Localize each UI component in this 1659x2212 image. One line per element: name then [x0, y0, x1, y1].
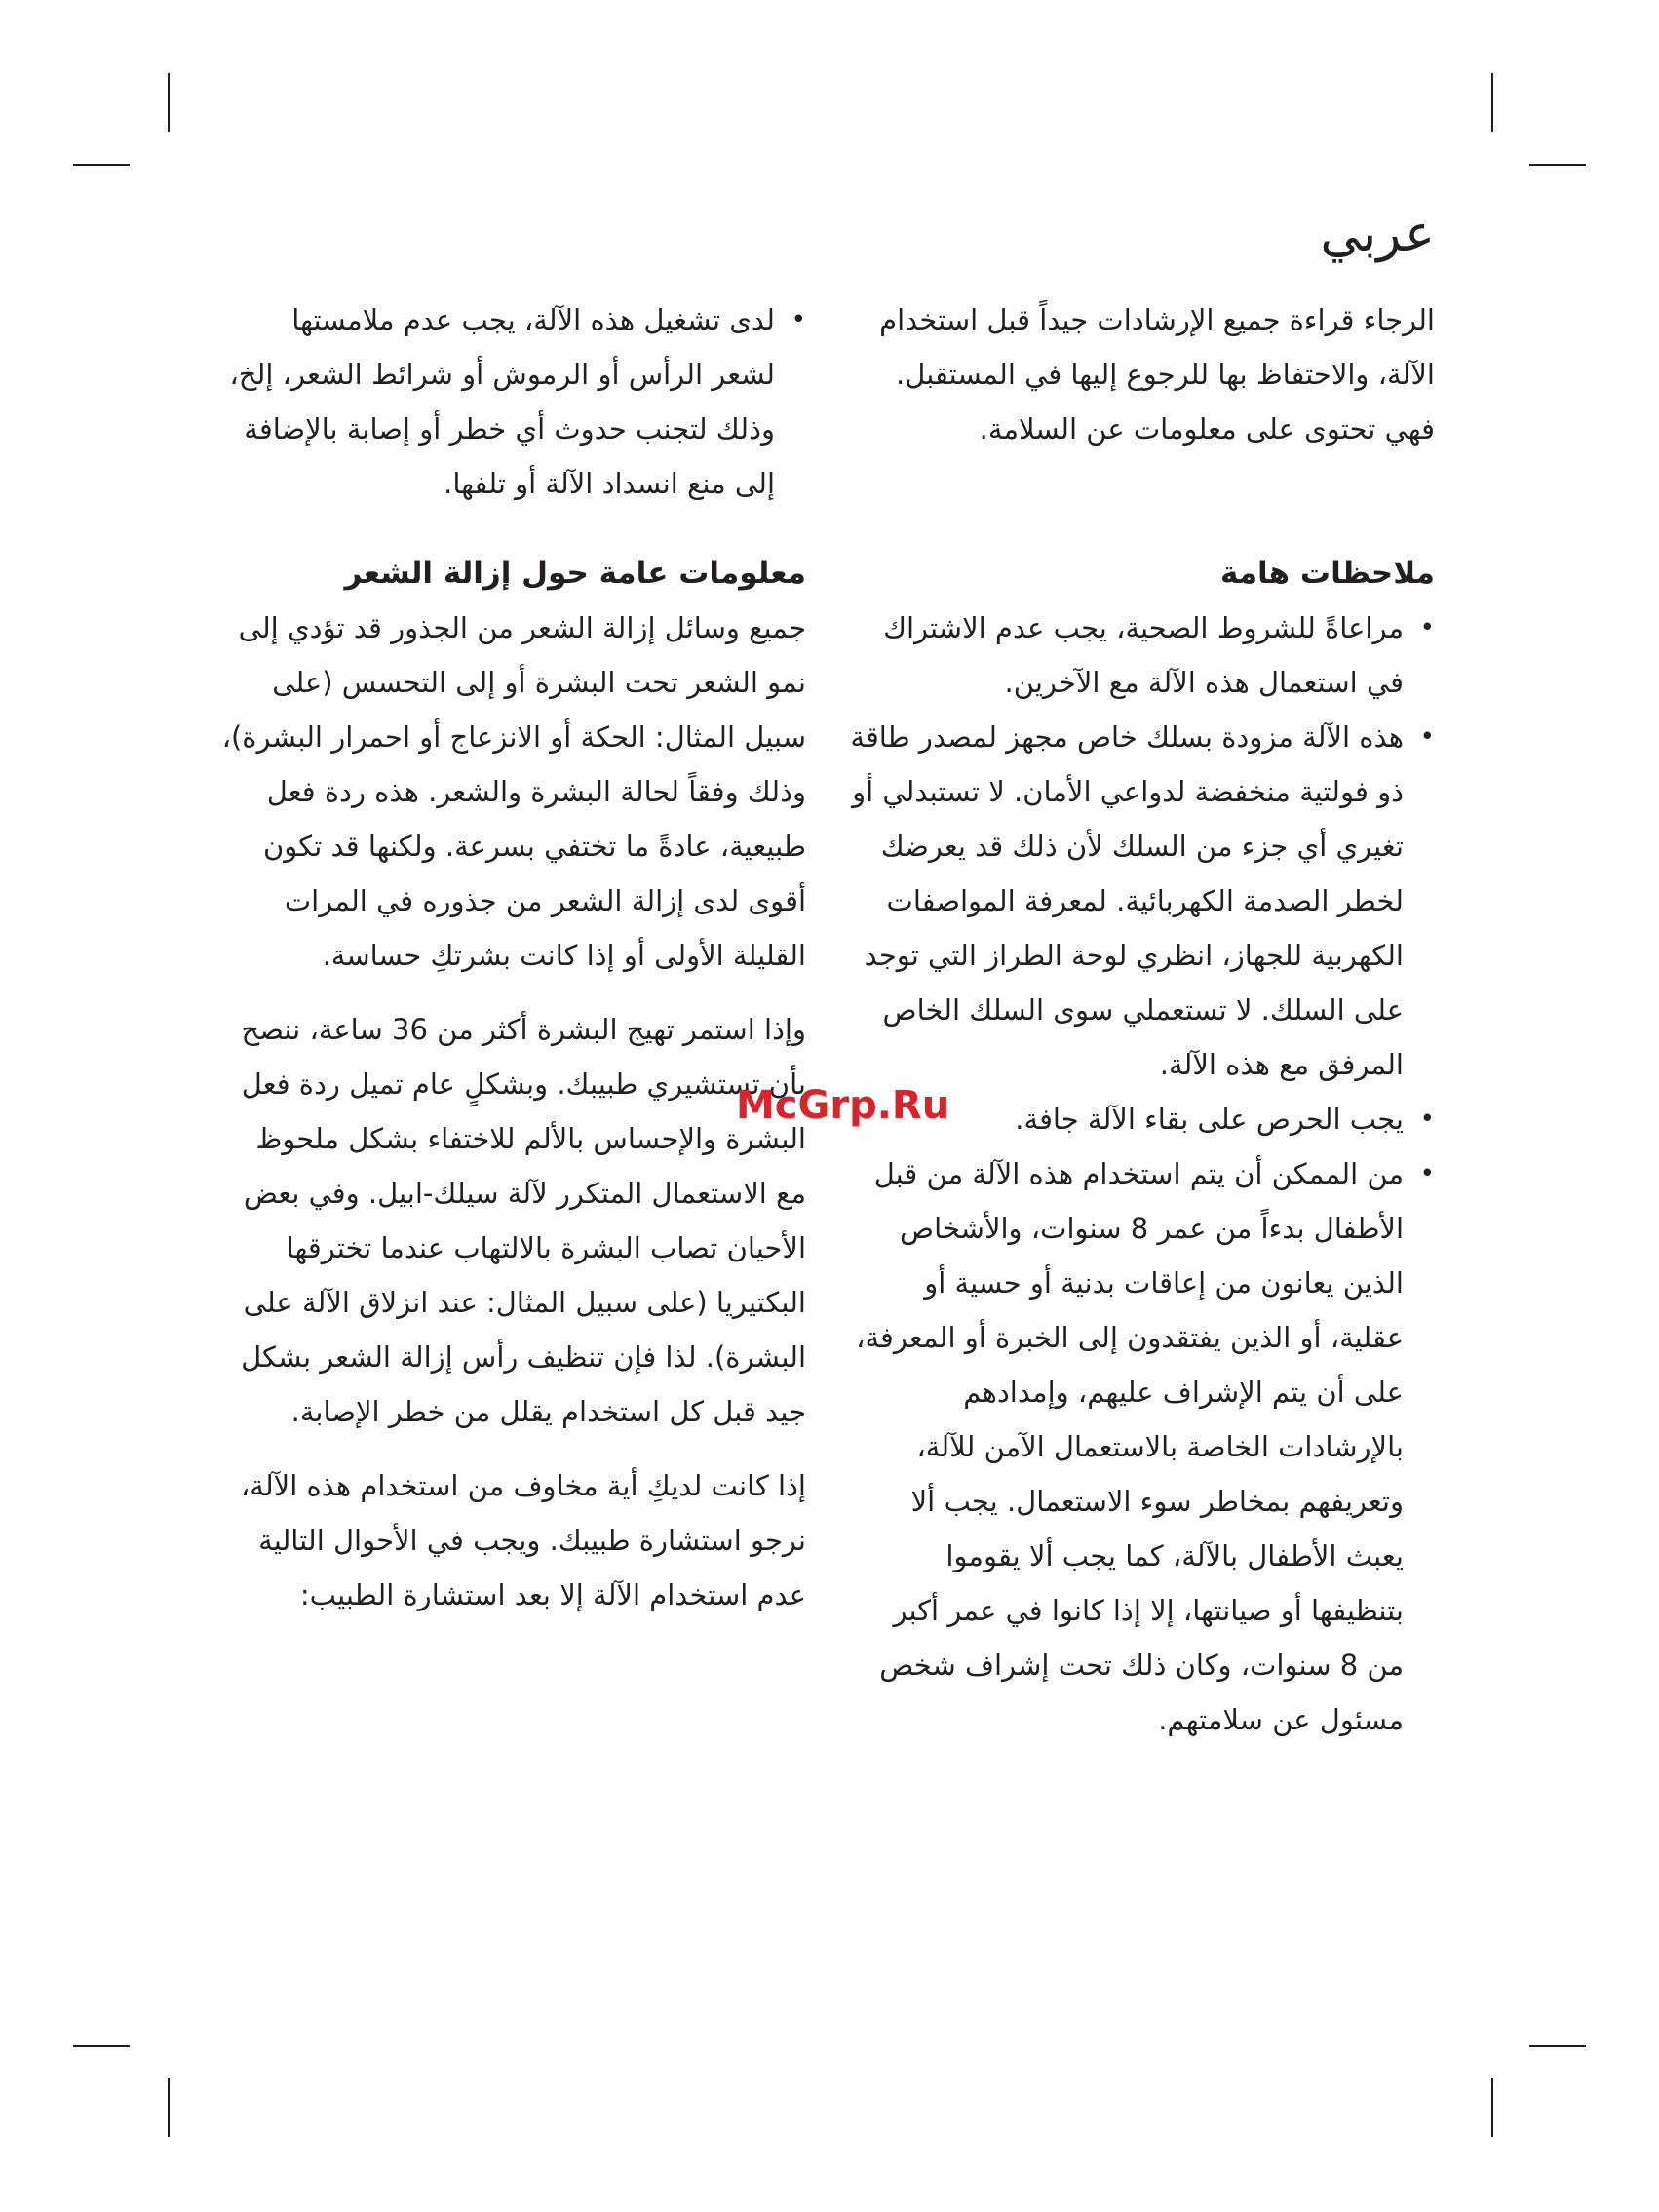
general-info-paragraph-1: جميع وسائل إزالة الشعر من الجذور قد تؤدي إلى نمو الشعر تحت البشرة أو إلى التحسس (على سبيل المثال: الحكة أو الانزعاج أو احمرار البشرة)، وذلك وفقاً لحالة البشرة والشعر. هذه ردة فعل طبيعية، عادةً ما تختفي بسرعة. ولكنها قد تكون أقوى لدى إزالة الشعر من جذوره في المرات القليلة الأولى أو إذا كانت بشرتكِ حساسة.	[221, 611, 806, 972]
bullet-icon: •	[1419, 1159, 1435, 1188]
crop-mark-top-left-v	[168, 73, 170, 132]
list-item	[221, 292, 806, 511]
list-item	[850, 1146, 1435, 1747]
list-item-text: مراعاةً للشروط الصحية، يجب عدم الاشتراك في استعمال هذه الآلة مع الآخرين.	[883, 611, 1404, 699]
right-column	[850, 292, 1435, 1747]
list-item	[850, 710, 1435, 1092]
bullet-icon: •	[1419, 722, 1435, 752]
important-notes-list	[850, 601, 1435, 1747]
list-item-text: يجب الحرص على بقاء الآلة جافة.	[1015, 1103, 1404, 1136]
general-info-paragraph-2: وإذا استمر تهيج البشرة أكثر من 36 ساعة، ننصح بأن تستشيري طبيبك. وبشكلٍ عام تميل ردة فعل البشرة والإحساس بالألم للاختفاء بشكل ملحوظ مع الاستعمال المتكرر لآلة سيلك-ابيل. وفي بعض الأحيان تصاب البشرة بالالتهاب عندما تخترقها البكتيريا (على سبيل المثال: عند انزلاق الآلة على البشرة). لذا فإن تنظيف رأس إزالة الشعر بشكل جيد قبل كل استخدام يقلل من خطر الإصابة.	[241, 1013, 806, 1428]
operation-notes-list	[221, 292, 806, 511]
list-item-text: لدى تشغيل هذه الآلة، يجب عدم ملامستها لشعر الرأس أو الرموش أو شرائط الشعر، إلخ، وذلك لتجنب حدوث أي خطر أو إصابة بالإضافة إلى منع انسداد الآلة أو تلفها.	[229, 303, 775, 500]
crop-mark-bottom-right-v	[1491, 2078, 1493, 2137]
list-item	[850, 601, 1435, 710]
general-info-heading: معلومات عامة حول إزالة الشعر	[344, 556, 806, 591]
crop-mark-bottom-right-h	[1529, 2045, 1586, 2047]
intro-paragraph: الرجاء قراءة جميع الإرشادات جيداً قبل استخدام الآلة، والاحتفاظ بها للرجوع إليها في المستقبل. فهي تحتوى على معلومات عن السلامة.	[879, 303, 1435, 446]
left-column	[221, 292, 806, 1622]
crop-mark-top-left-h	[73, 164, 130, 166]
bullet-icon: •	[1419, 613, 1435, 642]
watermark: McGrp.Ru	[736, 1083, 950, 1128]
bullet-icon: •	[1419, 1105, 1435, 1134]
crop-mark-top-right-h	[1529, 164, 1586, 166]
bullet-icon: •	[791, 305, 806, 334]
language-title: عربي	[1320, 205, 1435, 263]
crop-mark-bottom-left-v	[168, 2078, 170, 2137]
important-notes-heading: ملاحظات هامة	[1220, 556, 1435, 591]
list-item-text: هذه الآلة مزودة بسلك خاص مجهز لمصدر طاقة ذو فولتية منخفضة لدواعي الأمان. لا تستبدلي أو تغيري أي جزء من السلك لأن ذلك قد يعرضك لخطر الصدمة الكهربائية. لمعرفة المواصفات الكهربية للجهاز، انظري لوحة الطراز التي توجد على السلك. لا تستعملي سوى السلك الخاص المرفق مع هذه الآلة.	[850, 720, 1404, 1081]
general-info-paragraph-3: إذا كانت لديكِ أية مخاوف من استخدام هذه الآلة، نرجو استشارة طبيبك. ويجب في الأحوال التالية عدم استخدام الآلة إلا بعد استشارة الطبيب:	[240, 1469, 806, 1611]
list-item-text: من الممكن أن يتم استخدام هذه الآلة من قبل الأطفال بدءاً من عمر 8 سنوات، والأشخاص الذين يعانون من إعاقات بدنية أو حسية أو عقلية، أو الذين يفتقدون إلى الخبرة أو المعرفة، على أن يتم الإشراف عليهم، وإمدادهم بالإرشادات الخاصة بالاستعمال الآمن للآلة، وتعريفهم بمخاطر سوء الاستعمال. يجب ألا يعبث الأطفال بالآلة، كما يجب ألا يقوموا بتنظيفها أو صيانتها، إلا إذا كانوا في عمر أكبر من 8 سنوات، وكان ذلك تحت إشراف شخص مسئول عن سلامتهم.	[856, 1157, 1404, 1736]
crop-mark-top-right-v	[1491, 73, 1493, 132]
crop-mark-bottom-left-h	[73, 2045, 130, 2047]
